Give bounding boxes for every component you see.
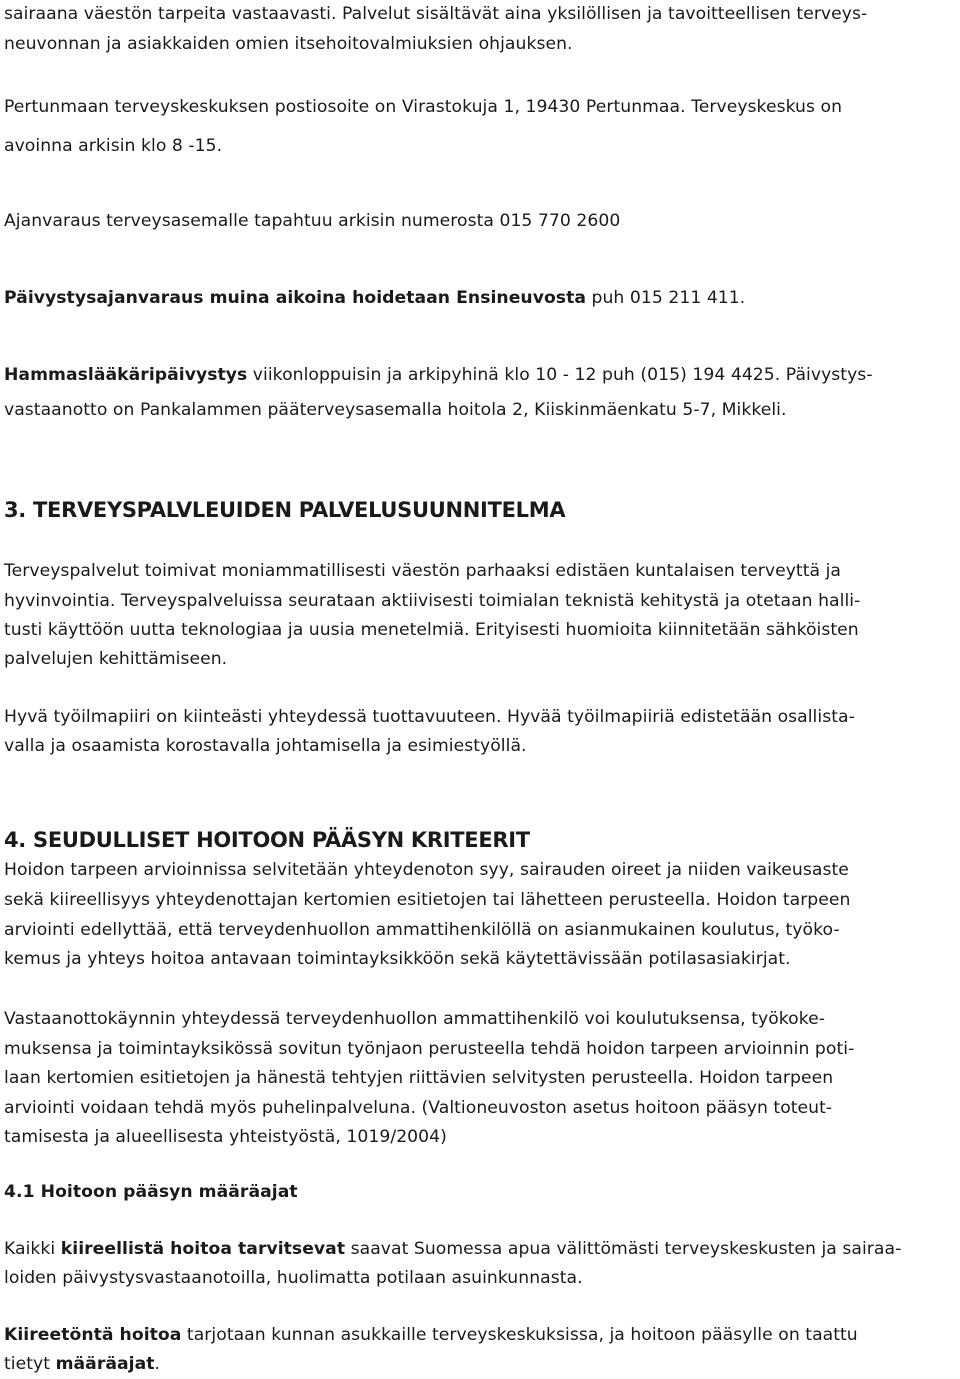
text-line xyxy=(4,361,873,390)
text-span: Kaikki xyxy=(4,1239,61,1259)
text-line: arviointi edellyttää, että terveydenhuollon ammattihenkilöllä on asianmukainen koulutus, työko- xyxy=(4,920,840,940)
text-line xyxy=(4,1235,901,1264)
text-line: tusti käyttöön uutta teknologiaa ja uusia menetelmiä. Erityisesti huomioita kiinnitetään sähköisten xyxy=(4,620,859,640)
text-line: palvelujen kehittämiseen. xyxy=(4,649,228,669)
urgent-care-emphasis: kiireellistä hoitoa tarvitsevat xyxy=(60,1239,346,1259)
text-line: neuvonnan ja asiakkaiden omien itsehoitovalmiuksien ohjauksen. xyxy=(4,34,573,54)
text-line: sairaana väestön tarpeita vastaavasti. Palvelut sisältävät aina yksilöllisen ja tavoitteellisen terveys- xyxy=(4,4,868,24)
text-line: Terveyspalvelut toimivat moniammatillisesti väestön parhaaksi edistäen kuntalaisen terveyttä ja xyxy=(4,561,842,581)
text-line: sekä kiireellisyys yhteydenottajan kertomien esitietojen tai lähetteen perusteella. Hoidon tarpeen xyxy=(4,890,851,910)
text-line: laan kertomien esitietojen ja hänestä tehtyjen riittävien selvitysten perusteella. Hoidon tarpeen xyxy=(4,1068,834,1088)
text-line: Vastaanottokäynnin yhteydessä terveydenhuollon ammattihenkilö voi koulutuksensa, työkoke- xyxy=(4,1009,825,1029)
text-span: tarjotaan kunnan asukkaille terveyskeskuksissa, ja hoitoon pääsylle on taattu xyxy=(181,1325,858,1345)
text-line: loiden päivystysvastaanotoilla, huolimatta potilaan asuinkunnasta. xyxy=(4,1268,583,1288)
text-span: saavat Suomessa apua välittömästi terveyskeskusten ja sairaa- xyxy=(345,1239,902,1259)
text-line xyxy=(4,1321,858,1350)
text-line: muksensa ja toimintayksikössä sovitun työnjaon perusteella tehdä hoidon tarpeen arvioinnin poti- xyxy=(4,1039,855,1059)
text-line: Pertunmaan terveyskeskuksen postiosoite on Virastokuja 1, 19430 Pertunmaa. Terveyskeskus on xyxy=(4,97,843,117)
emergency-booking-label: Päivystysajanvaraus muina aikoina hoidetaan Ensineuvosta xyxy=(4,288,587,308)
subsection-heading: 4.1 Hoitoon pääsyn määräajat xyxy=(4,1182,298,1202)
text-line: Ajanvaraus terveysasemalle tapahtuu arkisin numerosta 015 770 2600 xyxy=(4,211,621,231)
dental-label: Hammaslääkäripäivystys xyxy=(4,365,248,385)
text-line: hyvinvointia. Terveyspalveluissa seurataan aktiivisesti toimialan teknistä kehitystä ja otetaan halli- xyxy=(4,591,861,611)
text-line: tamisesta ja alueellisesta yhteistyöstä, 1019/2004) xyxy=(4,1127,447,1147)
text-line xyxy=(4,1350,160,1379)
emergency-booking-phone: puh 015 211 411. xyxy=(586,288,746,308)
text-line: valla ja osaamista korostavalla johtamisella ja esimiestyöllä. xyxy=(4,736,527,756)
text-line xyxy=(4,284,745,313)
text-line: Hoidon tarpeen arvioinnissa selvitetään yhteydenoton syy, sairauden oireet ja niiden vaikeusaste xyxy=(4,860,849,880)
text-line: avoinna arkisin klo 8 -15. xyxy=(4,136,223,156)
text-span: . xyxy=(154,1354,161,1374)
dental-text: viikonloppuisin ja arkipyhinä klo 10 - 12 puh (015) 194 4425. Päivystys- xyxy=(247,365,873,385)
section-heading: 4. SEUDULLISET HOITOON PÄÄSYN KRITEERIT xyxy=(4,828,530,852)
text-span: tietyt xyxy=(4,1354,56,1374)
text-line: kemus ja yhteys hoitoa antavaan toimintayksikköön sekä käytettävissään potilasasiakirjat. xyxy=(4,949,791,969)
text-line: vastaanotto on Pankalammen pääterveysasemalla hoitola 2, Kiiskinmäenkatu 5-7, Mikkeli. xyxy=(4,400,787,420)
deadlines-emphasis: määräajat xyxy=(55,1354,155,1374)
section-heading: 3. TERVEYSPALVLEUIDEN PALVELUSUUNNITELMA xyxy=(4,498,566,522)
text-line: arviointi voidaan tehdä myös puhelinpalveluna. (Valtioneuvoston asetus hoitoon pääsyn toteut- xyxy=(4,1098,833,1118)
text-line: Hyvä työilmapiiri on kiinteästi yhteydessä tuottavuuteen. Hyvää työilmapiiriä edistetään osallista- xyxy=(4,707,855,727)
nonurgent-care-emphasis: Kiireetöntä hoitoa xyxy=(4,1325,182,1345)
